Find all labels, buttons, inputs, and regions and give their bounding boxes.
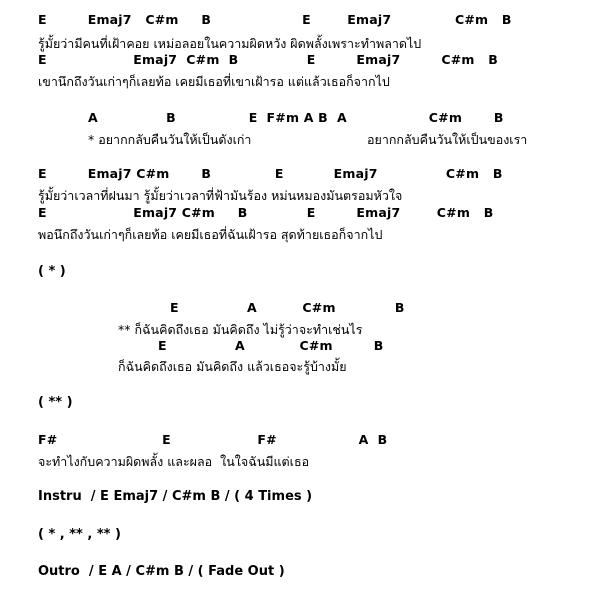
section-marker-double-star: ( ** )	[38, 395, 73, 410]
verse2-chords-line2: E Emaj7 C#m B E Emaj7 C#m B	[38, 205, 494, 220]
verse1-lyric-line2: เขานึกถึงวันเก่าๆก็เลยท้อ เคยมีเธอที่เขาเฝ้ารอ แต่แล้วเธอก็จากไป	[38, 74, 390, 89]
instrumental-line: Instru / E Emaj7 / C#m B / ( 4 Times )	[38, 489, 313, 504]
bridge-lyric: จะทำไงกับความผิดพลั้ง และผลอ ในใจฉันมีแต่เธอ	[38, 454, 310, 469]
verse2-lyric-line2: พอนึกถึงวันเก่าๆก็เลยท้อ เคยมีเธอที่ฉันเฝ้ารอ สุดท้ายเธอก็จากไป	[38, 227, 383, 242]
verse2-chords-line1: E Emaj7 C#m B E Emaj7 C#m B	[38, 166, 503, 181]
chorus2-chords-line2: E A C#m B	[158, 338, 384, 353]
outro-line: Outro / E A / C#m B / ( Fade Out )	[38, 564, 285, 579]
verse1-lyric-line1: รู้มั้ยว่ามีคนที่เฝ้าคอย เหม่อลอยในความผิดหวัง ผิดพลั้งเพราะทำพลาดไป	[38, 36, 422, 51]
chorus1-chords: A B E F#m A B A C#m B	[88, 110, 504, 125]
repeat-marker: ( * , ** , ** )	[38, 527, 121, 542]
verse1-chords-line1: E Emaj7 C#m B E Emaj7 C#m B	[38, 12, 512, 27]
bridge-chords: F# E F# A B	[38, 432, 388, 447]
chorus1-lyric-left: * อยากกลับคืนวันให้เป็นดังเก่า	[88, 132, 252, 147]
verse2-lyric-line1: รู้มั้ยว่าเวลาที่ฝนมา รู้มั้ยว่าเวลาที่ฟ้ามันร้อง หม่นหมองมันตรอมหัวใจ	[38, 188, 403, 203]
section-marker-star: ( * )	[38, 264, 66, 279]
chorus2-lyric-line2: ก็ฉันคิดถึงเธอ มันคิดถึง แล้วเธอจะรู้บ้างมั้ย	[118, 359, 347, 374]
verse1-chords-line2: E Emaj7 C#m B E Emaj7 C#m B	[38, 52, 498, 67]
chorus2-chords-line1: E A C#m B	[170, 300, 405, 315]
chorus2-lyric-line1: ** ก็ฉันคิดถึงเธอ มันคิดถึง ไม่รู้ว่าจะทำเช่นไร	[118, 322, 363, 337]
chorus1-lyric-right: อยากกลับคืนวันให้เป็นของเรา	[367, 132, 528, 147]
